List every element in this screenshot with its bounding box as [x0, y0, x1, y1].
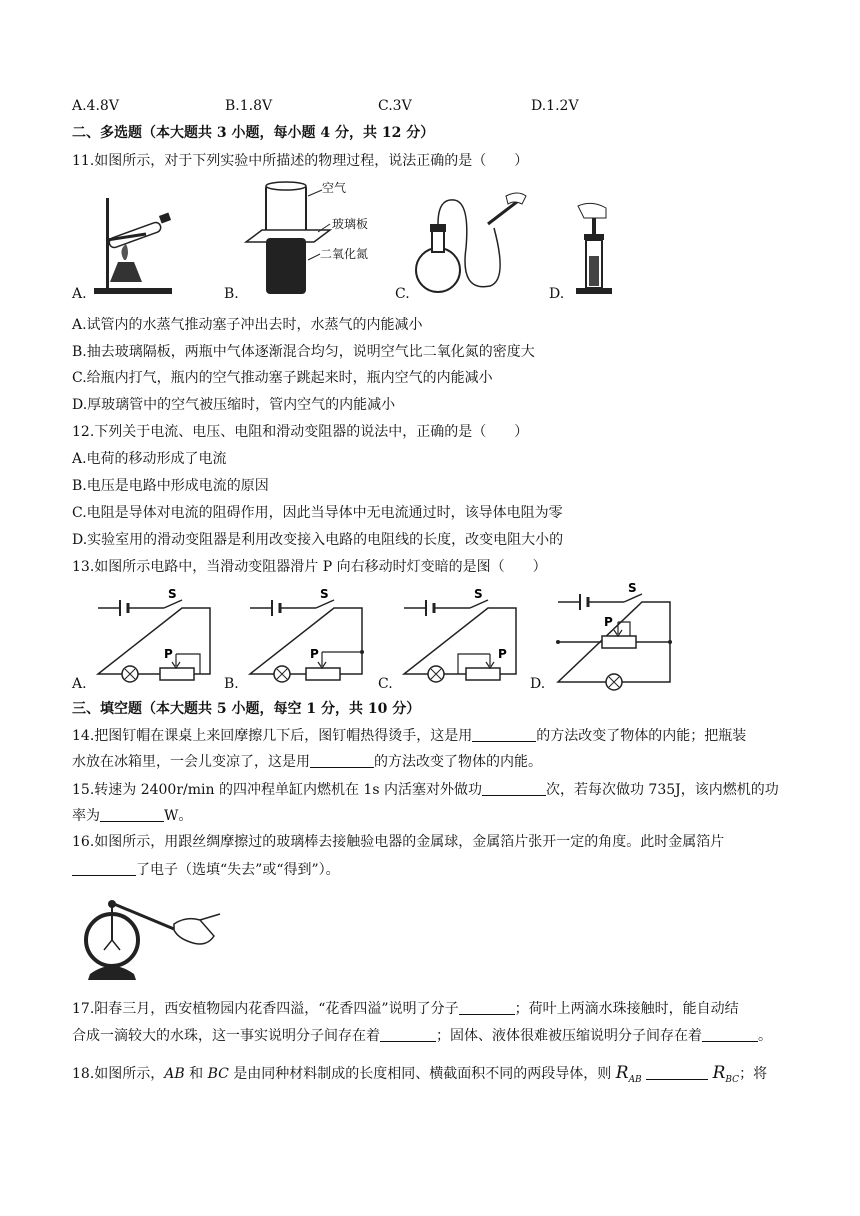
q13-circuit-d	[550, 580, 680, 692]
q12-stem: 12.下列关于电流、电压、电阻和滑动变阻器的说法中，正确的是（ ）	[72, 424, 529, 440]
q17-blank-1[interactable]	[459, 1000, 515, 1015]
q13a-slider-label: P	[164, 647, 173, 661]
q15-line2	[72, 806, 192, 826]
q11-fig-label-b: B.	[224, 286, 239, 302]
q17-line2	[72, 1026, 772, 1046]
q13d-switch-label: S	[628, 581, 637, 595]
q17-line1	[72, 999, 739, 1019]
q11-fig-label-d: D.	[549, 286, 565, 302]
q13b-switch-label: S	[320, 588, 329, 601]
q13-stem: 13.如图所示电路中，当滑动变阻器滑片 P 向右移动时灯变暗的是图（ ）	[72, 559, 547, 575]
q16-text-2: 了电子（选填“失去”或“得到”）。	[136, 862, 340, 878]
q13-circuit-b	[242, 588, 372, 690]
q18-var-ab: AB	[164, 1066, 185, 1082]
q10-option-d: D.1.2V	[531, 98, 579, 114]
q12-option-a: A.电荷的移动形成了电流	[72, 451, 227, 467]
q17-blank-3[interactable]	[702, 1027, 758, 1042]
q11-figb-label-glass-plate: 玻璃板	[332, 217, 369, 231]
q11-stem: 11.如图所示，对于下列实验中所描述的物理过程，说法正确的是（ ）	[72, 153, 529, 169]
q11-option-c: C.给瓶内打气，瓶内的空气推动塞子跳起来时，瓶内空气的内能减小	[72, 370, 493, 386]
q15-text-4: W。	[164, 808, 193, 824]
q16-line1: 16.如图所示，用跟丝绸摩擦过的玻璃棒去接触验电器的金属球，金属箔片张开一定的角度。此时金属箔片	[72, 834, 725, 850]
q10-option-b: B.1.8V	[225, 98, 273, 114]
q17-text-1: 17.阳春三月，西安植物园内花香四溢，“花香四溢”说明了分子	[72, 1001, 459, 1017]
q15-blank-2[interactable]	[100, 807, 164, 822]
q18-text-1: 18.如图所示，	[72, 1066, 165, 1082]
q18-r-ab: R	[615, 1063, 629, 1083]
q18-var-bc: BC	[207, 1066, 229, 1082]
q14-text-3: 水放在冰箱里，一会儿变凉了，这是用	[72, 754, 310, 770]
q15-blank-1[interactable]	[482, 781, 546, 796]
q13d-slider-label: P	[604, 615, 613, 629]
q18-sub-ab: AB	[628, 1074, 642, 1085]
q15-text-1: 15.转速为 2400r/min 的四冲程单缸内燃机在 1s 内活塞对外做功	[72, 782, 482, 798]
q18-r-bc: R	[712, 1063, 726, 1083]
q16-line2	[72, 860, 340, 880]
q15-text-3: 率为	[72, 808, 100, 824]
q17-text-5: 。	[758, 1028, 772, 1044]
q18-blank-1[interactable]	[646, 1065, 708, 1080]
q14-text-1: 14.把图钉帽在课桌上来回摩擦几下后，图钉帽热得烫手，这是用	[72, 728, 473, 744]
q12-option-b: B.电压是电路中形成电流的原因	[72, 478, 269, 494]
q14-blank-1[interactable]	[472, 727, 536, 742]
q11-fig-label-c: C.	[395, 286, 410, 302]
q18-sub-bc: BC	[725, 1074, 740, 1085]
q10-option-c: C.3V	[378, 98, 412, 114]
q11-figure-b-diffusion-bottles	[238, 180, 388, 298]
q11-option-d: D.厚玻璃管中的空气被压缩时，管内空气的内能减小	[72, 397, 396, 413]
q11-option-b: B.抽去玻璃隔板，两瓶中气体逐渐混合均匀，说明空气比二氧化氮的密度大	[72, 344, 535, 360]
q18-text-2: 和	[184, 1066, 208, 1082]
q17-text-2: ；荷叶上两滴水珠接触时，能自动结	[514, 1001, 739, 1017]
q13-circuit-c	[396, 588, 526, 690]
q13a-switch-label: S	[168, 588, 177, 601]
q11-figure-d-compression-tube	[570, 200, 620, 298]
q16-figure-electroscope	[74, 896, 224, 986]
q14-blank-2[interactable]	[310, 753, 374, 768]
section2-title: 二、多选题（本大题共 3 小题，每小题 4 分，共 12 分）	[72, 125, 435, 141]
q10-option-a: A.4.8V	[72, 98, 119, 114]
q18-text-3: 是由同种材料制成的长度相同、横截面积不同的两段导体，则	[228, 1066, 616, 1082]
section3-title: 三、填空题（本大题共 5 小题，每空 1 分，共 10 分）	[72, 701, 421, 717]
q18-line1	[72, 1063, 767, 1090]
q17-blank-2[interactable]	[380, 1027, 436, 1042]
q15-text-2: 次，若每次做功 735J，该内燃机的功	[545, 782, 779, 798]
q11-figb-label-air: 空气	[322, 181, 347, 195]
q14-text-4: 的方法改变了物体的内能。	[374, 754, 542, 770]
q12-option-c: C.电阻是导体对电流的阻碍作用，因此当导体中无电流通过时，该导体电阻为零	[72, 505, 563, 521]
q11-fig-label-a: A.	[72, 286, 87, 302]
q13-fig-label-b: B.	[224, 676, 239, 692]
q14-line2	[72, 752, 542, 772]
q15-line1	[72, 780, 779, 800]
q11-option-a: A.试管内的水蒸气推动塞子冲出去时，水蒸气的内能减小	[72, 317, 423, 333]
q13-fig-label-c: C.	[378, 676, 393, 692]
q13b-slider-label: P	[310, 647, 319, 661]
q13-circuit-a	[90, 588, 220, 690]
q14-text-2: 的方法改变了物体的内能；把瓶装	[536, 728, 747, 744]
q14-line1	[72, 726, 746, 746]
q18-text-4: ；将	[739, 1066, 768, 1082]
q11-figure-c-flask-pump	[410, 188, 530, 298]
q13-fig-label-d: D.	[530, 676, 546, 692]
q13c-slider-label: P	[498, 647, 507, 661]
q13-fig-label-a: A.	[72, 676, 87, 692]
q13c-switch-label: S	[474, 588, 483, 601]
q12-option-d: D.实验室用的滑动变阻器是利用改变接入电路的电阻线的长度，改变电阻大小的	[72, 532, 564, 548]
q11-figb-label-no2: 二氧化氮	[320, 247, 369, 261]
q17-text-4: ；固体、液体很难被压缩说明分子间存在着	[436, 1028, 702, 1044]
q11-figure-a-test-tube	[88, 190, 178, 298]
q16-blank[interactable]	[72, 861, 136, 876]
q17-text-3: 合成一滴较大的水珠，这一事实说明分子间存在着	[72, 1028, 380, 1044]
